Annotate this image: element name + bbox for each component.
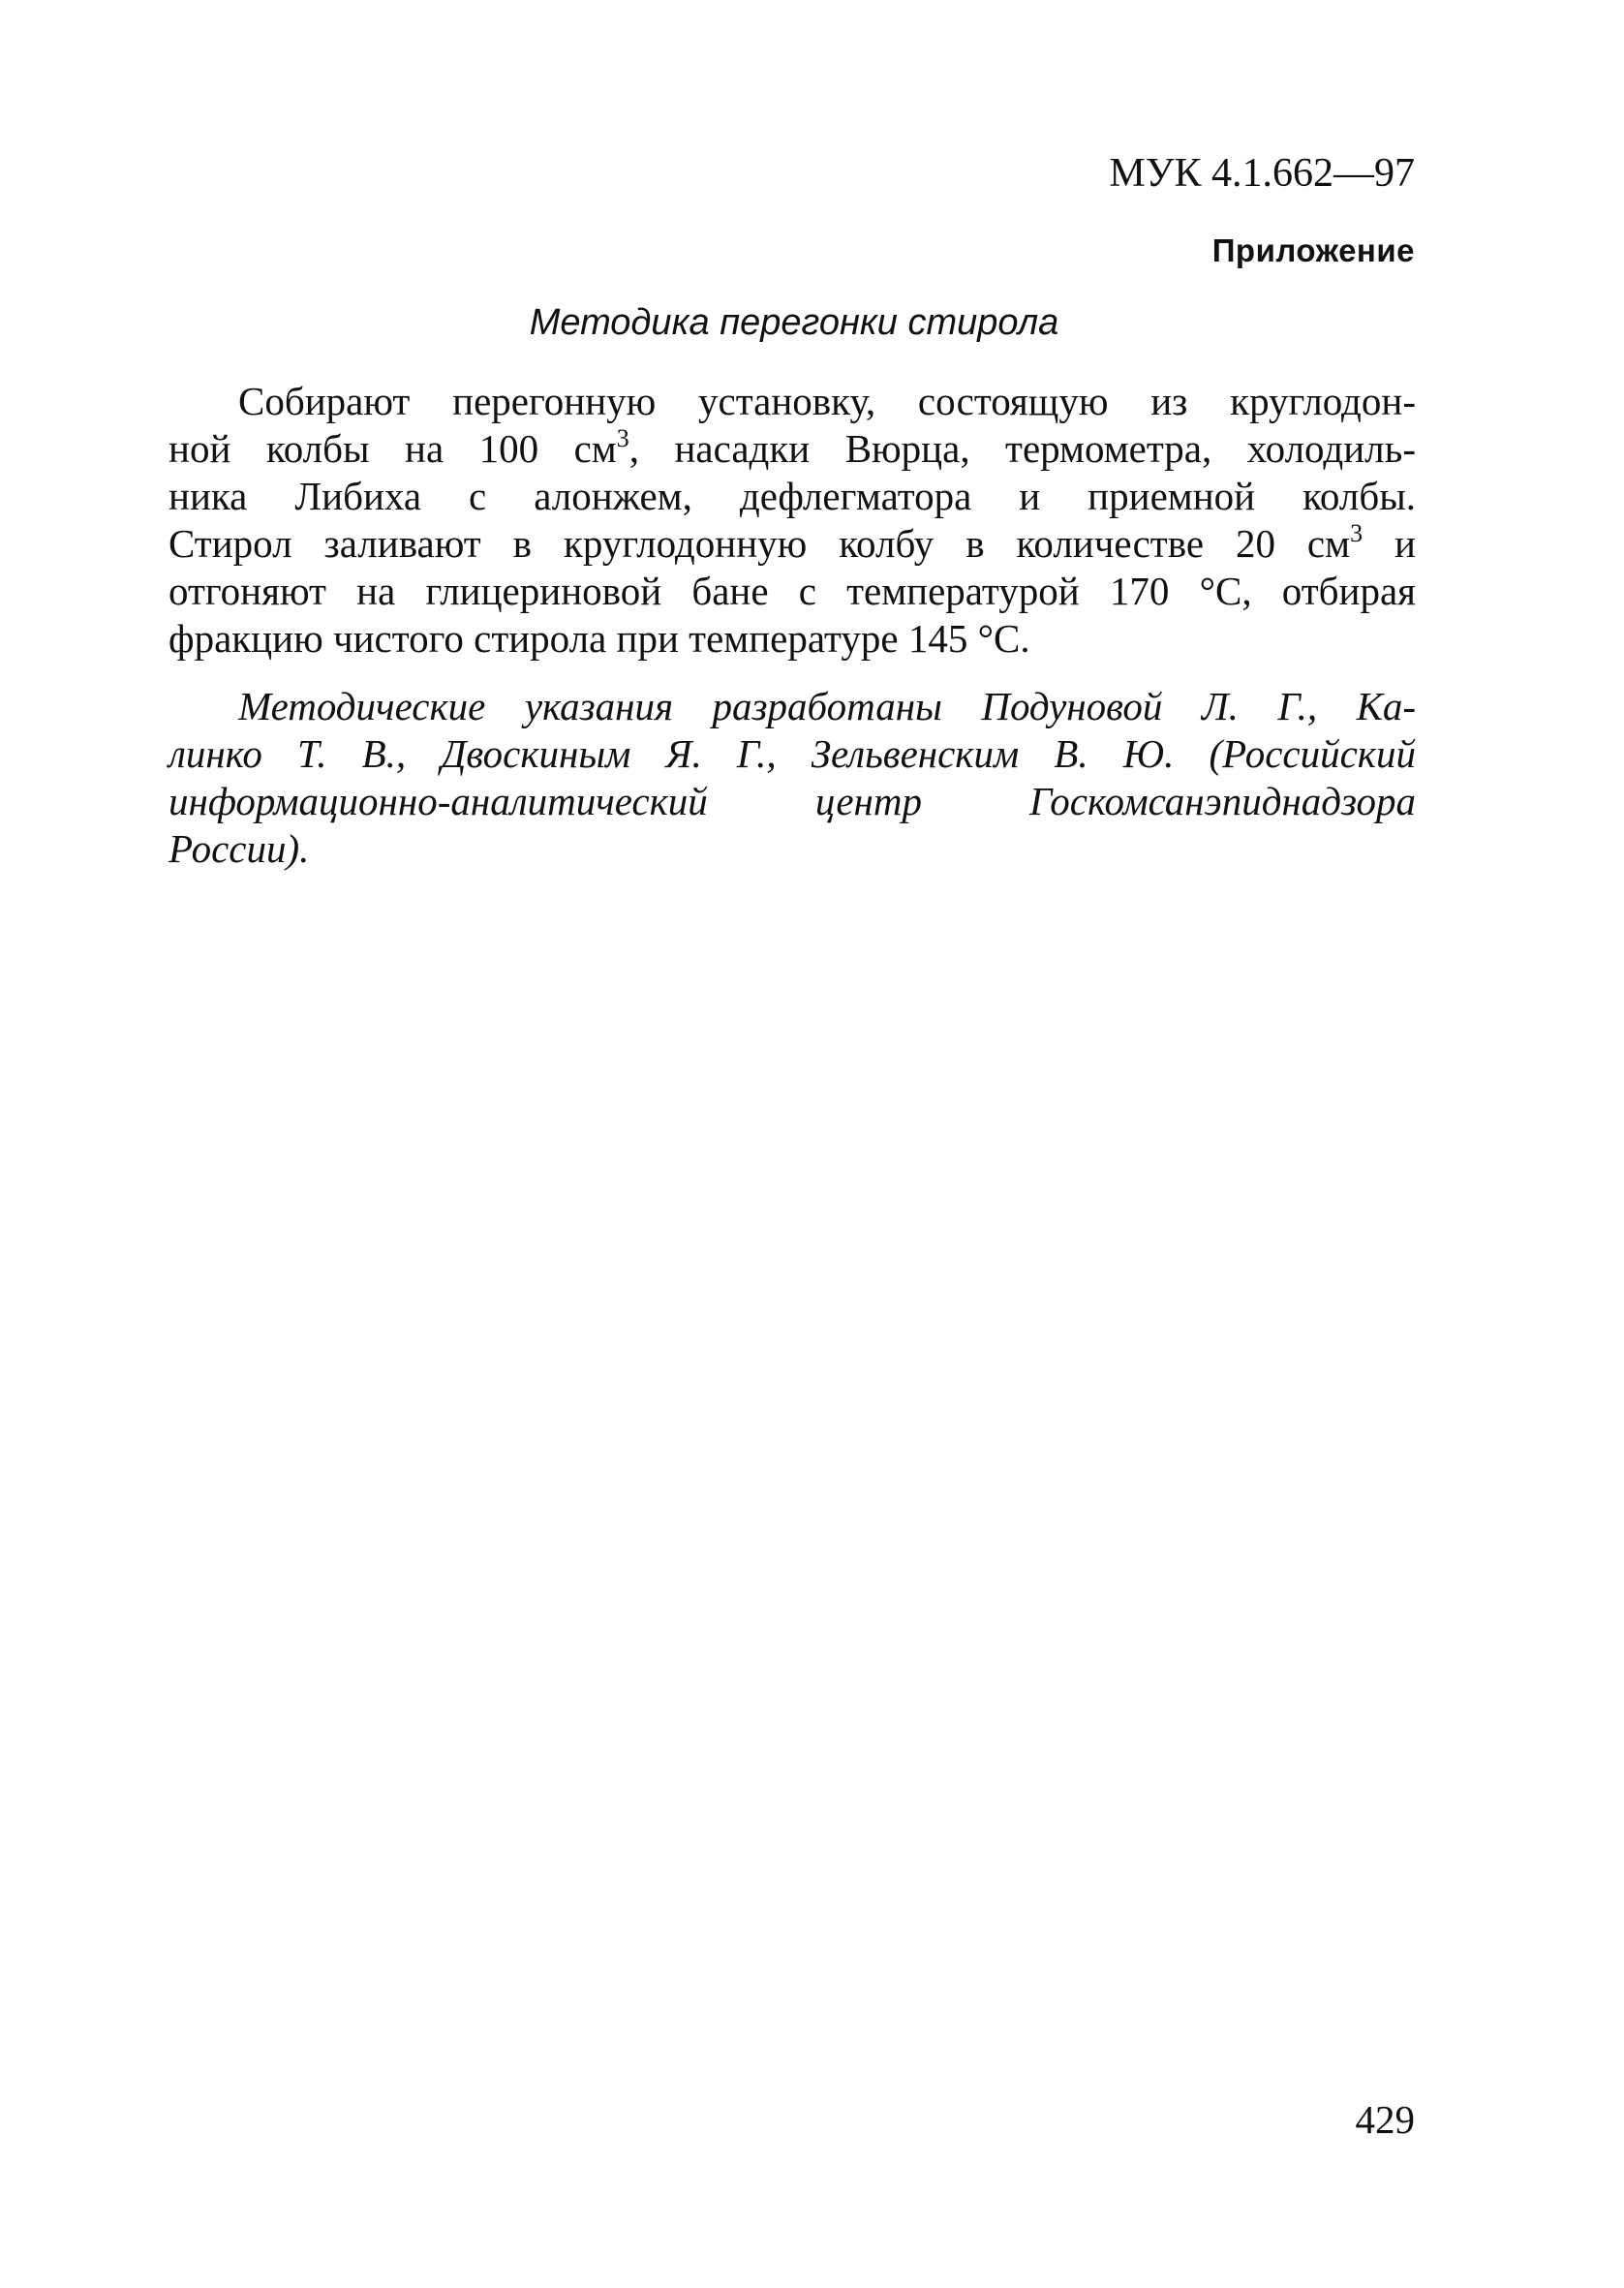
credits-line-1: Методические указания разработаны Подуновой Л. Г., Ка-	[238, 684, 1416, 728]
body-line-2	[169, 425, 1416, 473]
page-number: 429	[1355, 2097, 1415, 2142]
credits-paragraph	[169, 683, 1416, 873]
credits-line-2: линко Т. В., Двоскиным Я. Г., Зельвенским В. Ю. (Российский	[169, 731, 1416, 776]
body-line-4-text-a: Стирол заливают в круглодонную колбу в количестве 20 см	[169, 521, 1351, 566]
body-line-3: ника Либиха с алонжем, дефлегматора и приемной колбы.	[169, 474, 1416, 518]
body-line-1: Собирают перегонную установку, состоящую из круглодон-	[238, 379, 1416, 423]
body-line-4-text-b: и	[1363, 521, 1416, 566]
credits-line-3: информационно-аналитический центр Госкомсанэпиднадзора	[169, 779, 1416, 823]
document-code: МУК 4.1.662—97	[1109, 151, 1415, 196]
superscript-cubic: 3	[616, 424, 629, 452]
body-line-6: фракцию чистого стирола при температуре 145 °С.	[169, 616, 1030, 661]
body-line-2-text-a: ной колбы на 100 см	[169, 426, 617, 471]
body-line-4	[169, 520, 1416, 568]
body-paragraph	[169, 378, 1416, 663]
appendix-label: Приложение	[1211, 232, 1415, 268]
body-line-2-text-b: , насадки Вюрца, термометра, холодиль-	[628, 426, 1416, 471]
section-title: Методика перегонки стирола	[529, 302, 1059, 343]
superscript-cubic: 3	[1350, 519, 1364, 547]
credits-line-4: России).	[169, 826, 310, 871]
body-line-5: отгоняют на глицериновой бане с температурой 170 °С, отбирая	[169, 569, 1416, 613]
